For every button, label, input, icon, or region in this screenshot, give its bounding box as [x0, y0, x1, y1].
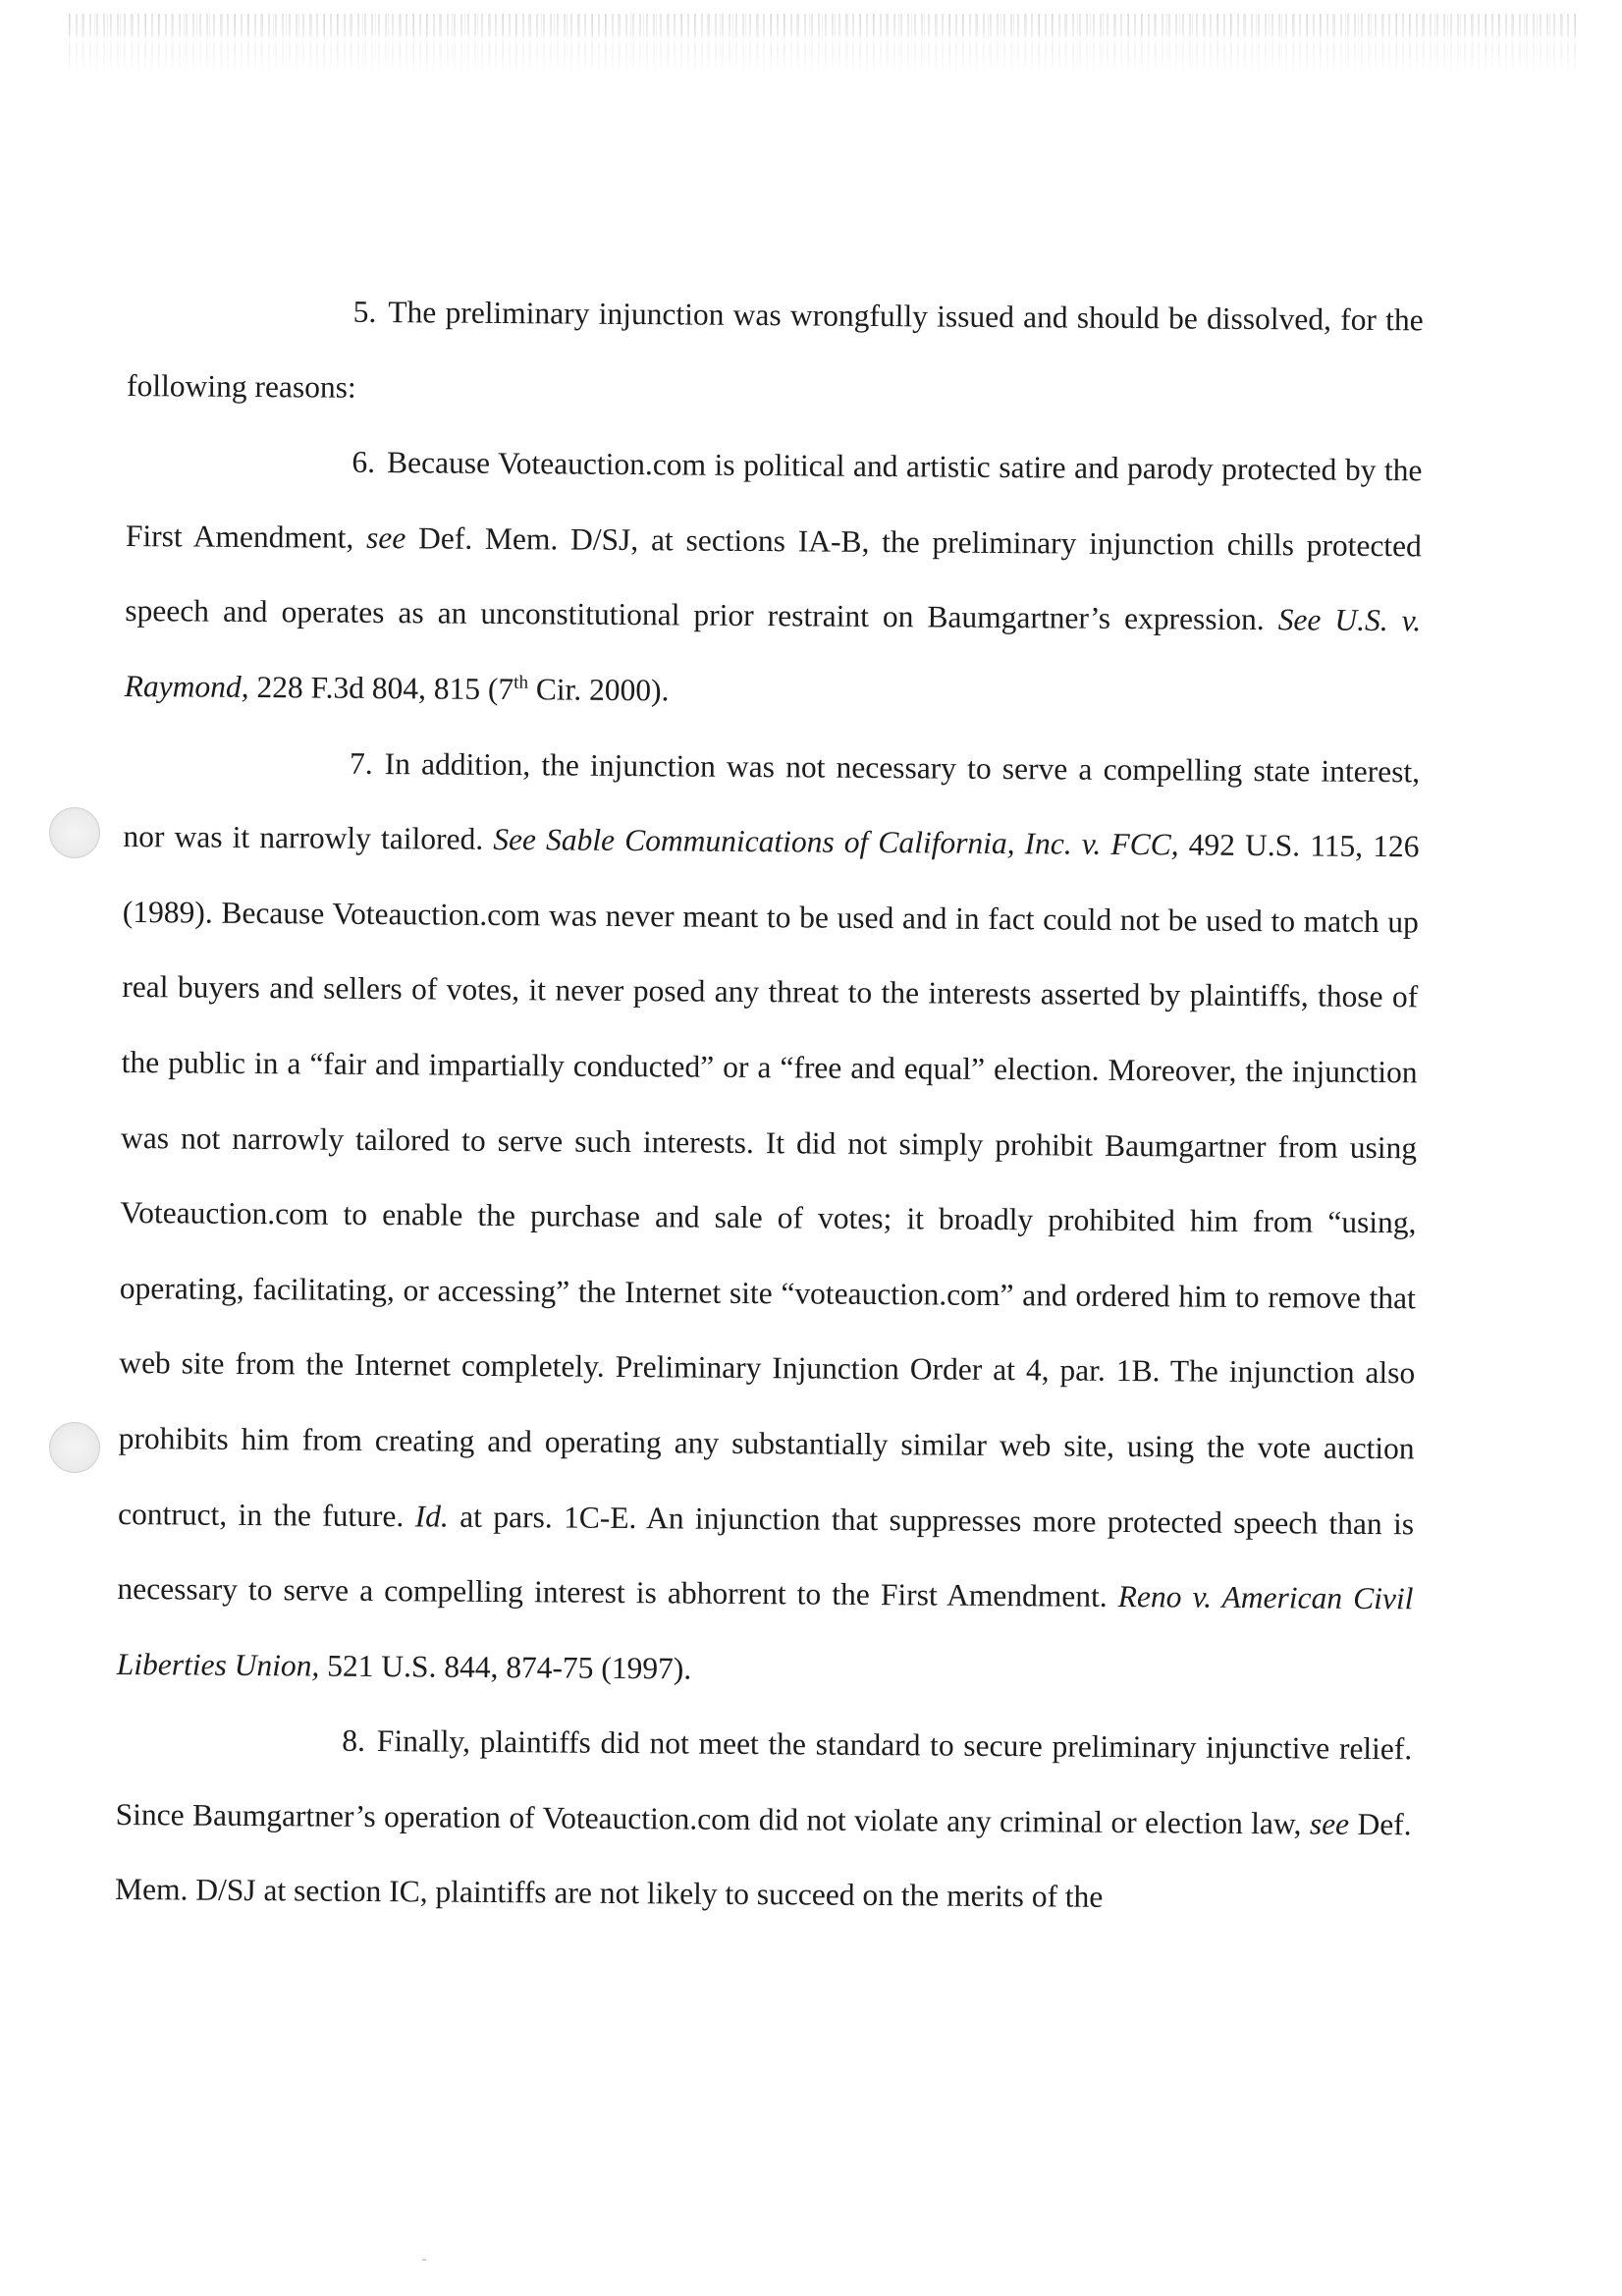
- document-body: [115, 273, 1424, 1938]
- paragraph-6: [124, 423, 1422, 735]
- punch-hole-mark: [49, 1422, 100, 1473]
- paragraph-text: In addition, the injunction was not necessary to serve a compelling state interest, nor was it narrowly tailored.: [123, 745, 1421, 857]
- scan-speck: [422, 2259, 426, 2261]
- paragraph-8: [115, 1702, 1413, 1938]
- paragraph-number: 7.: [349, 745, 373, 781]
- paragraph-5: [127, 273, 1424, 434]
- citation-signal: See: [493, 822, 537, 857]
- citation-signal: See: [1277, 602, 1322, 637]
- citation-text: Cir. 2000).: [527, 672, 670, 708]
- id-citation: Id.: [414, 1498, 449, 1534]
- case-name: U.S. v. Raymond,: [124, 603, 1422, 704]
- scan-artifact-header: [69, 14, 1581, 75]
- paragraph-text: Because Voteauction.com is political and artistic satire and parody protected by the First Amendment,: [125, 445, 1423, 555]
- paragraph-text: Finally, plaintiffs did not meet the standard to secure preliminary injunctive relief. Since Baumgartner’s operation of Voteauction.com did not violate any criminal or election law,: [115, 1723, 1413, 1841]
- paragraph-text: Because Voteauction.com was never meant to be used and in fact could not be used to match up real buyers and sellers of votes, it never posed any threat to the interests asserted by plaintiffs, those of the public in a “fair and impartially conducted” or a “free and equal” election. Moreover, the injunction was not narrowly tailored to serve such interests. It did not simply prohibit Baumgartner from using Voteauction.com to enable the purchase and sale of votes; it broadly prohibited him from “using, operating, facilitating, or accessing” the Internet site “voteauction.com” and ordered him to remove that web site from the Internet completely. Preliminary Injunction Order at 4, par. 1B. The injunction also prohibits him from creating and operating any substantially similar web site, using the vote auction contruct, in the future.: [117, 895, 1419, 1533]
- case-name: Sable Communications of California, Inc. v. FCC,: [545, 822, 1179, 862]
- punch-hole-mark: [49, 807, 100, 858]
- case-name: Reno v. American Civil Liberties Union,: [116, 1579, 1414, 1683]
- citation-text: 521 U.S. 844, 874-75 (1997).: [319, 1648, 692, 1686]
- paragraph-number: 6.: [351, 444, 376, 480]
- paragraph-text: Def. Mem. D/SJ at section IC, plaintiffs are not likely to succeed on the merits of the: [114, 1806, 1412, 1915]
- paragraph-text: Def. Mem. D/SJ, at sections IA-B, the preliminary injunction chills protected speech and operates as an unconstitutional prior restraint on Baumgartner’s expression.: [125, 520, 1423, 637]
- paragraph-text: at pars. 1C-E. An injunction that suppresses more protected speech than is necessary to serve a compelling interest is abhorrent to the First Amendment.: [117, 1499, 1415, 1614]
- paragraph-number: 8.: [342, 1723, 366, 1759]
- signal-see: see: [1309, 1806, 1350, 1841]
- paragraph-number: 5.: [352, 294, 377, 329]
- paragraph-7: [117, 725, 1421, 1713]
- citation-text: 492 U.S. 115, 126 (1989).: [122, 827, 1420, 930]
- citation-text: 228 F.3d 804, 815 (7: [248, 669, 514, 707]
- paragraph-text: The preliminary injunction was wrongfully issued and should be dissolved, for the following reasons:: [126, 295, 1424, 405]
- signal-see: see: [365, 519, 406, 556]
- ordinal-superscript: th: [514, 672, 529, 693]
